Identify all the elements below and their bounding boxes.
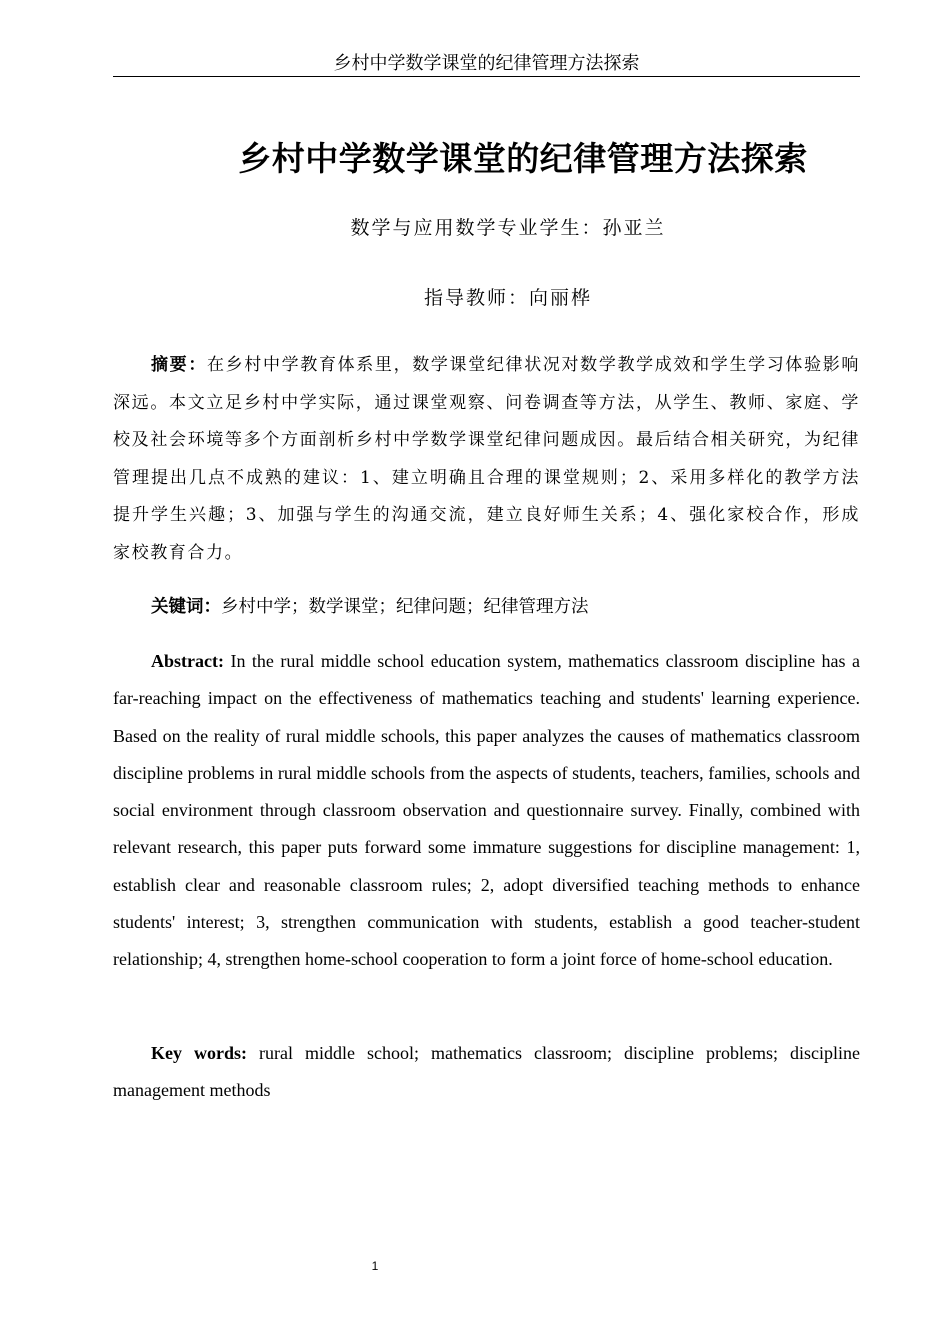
abstract-english <box>113 643 860 979</box>
page-number: 1 <box>371 1259 379 1273</box>
keywords-english-label: Key words: <box>151 1043 248 1063</box>
author-line: 数学与应用数学专业学生：孙亚兰 <box>350 217 666 239</box>
abstract-chinese <box>113 347 860 572</box>
abstract-chinese-label: 摘要： <box>151 355 207 375</box>
paper-title: 乡村中学数学课堂的纪律管理方法探索 <box>238 139 808 178</box>
abstract-chinese-text: 在乡村中学教育体系里，数学课堂纪律状况对数学教学成效和学生学习体验影响深远。本文立足乡村中学实际，通过课堂观察、问卷调查等方法，从学生、教师、家庭、学校及社会环境等多个方面剖析乡村中学数学课堂纪律问题成因。最后结合相关研究，为纪律管理提出几点不成熟的建议：1、建立明确且合理的课堂规则；2、采用多样化的教学方法提升学生兴趣；3、加强与学生的沟通交流，建立良好师生关系；4、强化家校合作，形成家校教育合力。 <box>113 355 860 563</box>
abstract-english-text: In the rural middle school education system, mathematics classroom discipline has a far-reaching impact on the effectiveness of mathematics teaching and students' learning experience. Based on the reality of rural middle schools, this paper analyzes the causes of mathematics classroom discipline problems in rural middle schools from the aspects of students, teachers, families, schools and social environment through classroom observation and questionnaire survey. Finally, combined with relevant research, this paper puts forward some immature suggestions for discipline management: 1, establish clear and reasonable classroom rules; 2, adopt diversified teaching methods to enhance students' interest; 3, strengthen communication with students, establish a good teacher-student relationship; 4, strengthen home-school cooperation to form a joint force of home-school education. <box>113 651 860 970</box>
keywords-chinese <box>113 592 860 622</box>
keywords-chinese-text: 乡村中学；数学课堂；纪律问题；纪律管理方法 <box>221 597 589 617</box>
advisor-line: 指导教师：向丽桦 <box>423 287 592 309</box>
keywords-english <box>113 1035 860 1109</box>
running-header: 乡村中学数学课堂的纪律管理方法探索 <box>113 52 860 77</box>
abstract-english-label: Abstract: <box>151 651 224 671</box>
keywords-chinese-label: 关键词： <box>151 597 221 617</box>
keywords-english-text: rural middle school; mathematics classroom; discipline problems; discipline management methods <box>113 1043 860 1100</box>
